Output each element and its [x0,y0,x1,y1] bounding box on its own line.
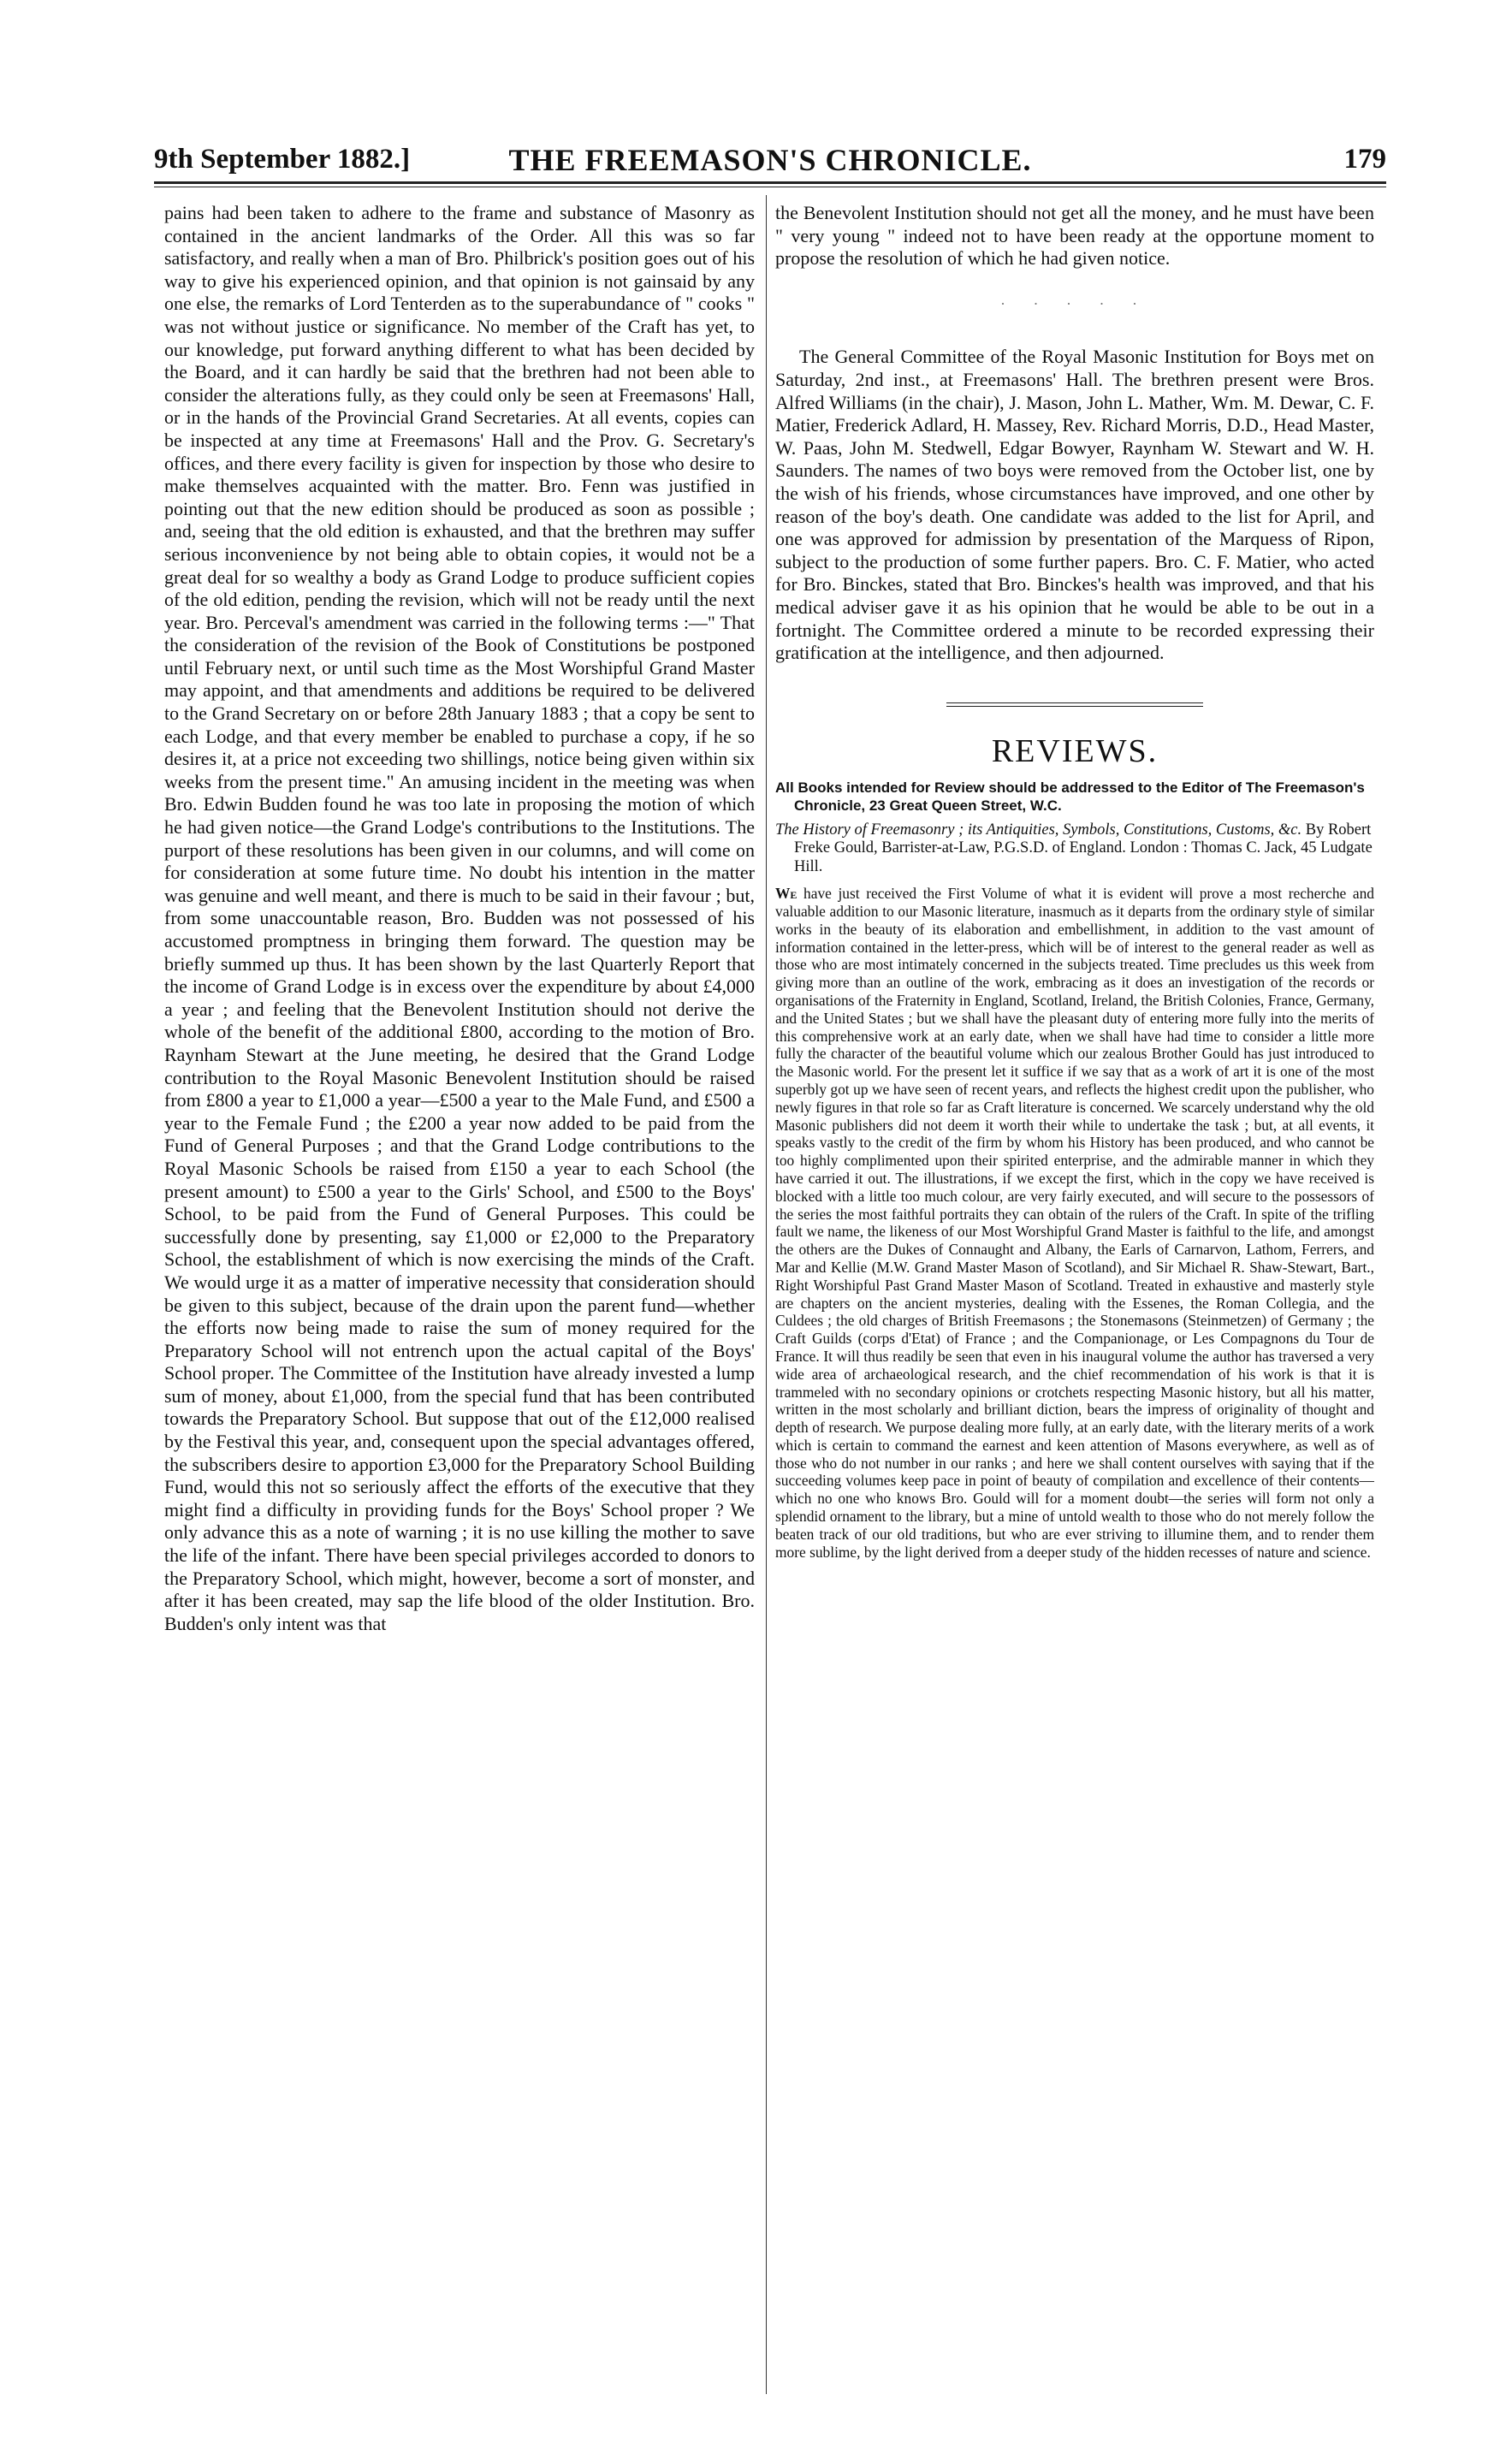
review-body [775,885,1374,1561]
committee-paragraph: The General Committee of the Royal Masonic Institution for Boys met on Saturday, 2nd inst., at Freemasons' Hall. The brethren present were Bros. Alfred Williams (in the chair), J. Mason, John L. Mather, Wm. M. Dewar, C. F. Matier, Frederick Adlard, H. Massey, Rev. Richard Morris, D.D., Head Master, W. Paas, John M. Stedwell, Edgar Bowyer, Raynham W. Stewart and W. H. Saunders. The names of two boys were removed from the October list, one by the wish of his friends, whose circumstances have improved, and one other by reason of the boy's death. One candidate was added to the list for April, and one was approved for admission by presentation of the Marquess of Ripon, subject to the production of some further papers. Bro. C. F. Matier, who acted for Bro. Binckes, stated that Bro. Binckes's health was improved, and that his medical adviser gave it as his opinion that he would be able to be out in a fortnight. The Committee ordered a minute to be recorded expressing their gratification at the intelligence, and then adjourned. [775,346,1374,664]
page-number: 179 [1343,144,1386,175]
review-text: have just received the First Volume of what it is evident will prove a most recherche and valuable addition to our Masonic literature, inasmuch as it departs from the ordinary style of similar works in the beauty of its elaboration and embellishment, in addition to the vast amount of information contained in the letter-press, which will be of interest to the general reader as well as those who are most intimately concerned in the subjects treated. Time precludes us this week from giving more than an outline of the work, embracing as it does an investigation of the records or organisations of the Fraternity in England, Scotland, Ireland, the British Colonies, France, Germany, and the United States ; but we shall have the pleasant duty of entering more fully into the merits of this comprehensive work at an early date, when we shall have had time to consider a little more fully the character of the beautiful volume which our zealous Brother Gould has just introduced to the Masonic world. For the present let it suffice if we say that as a work of art it is one of the most superbly got up we have seen of recent years, and reflects the highest credit upon the publisher, who newly figures in that role so far as Craft literature is concerned. We scarcely understand why the old Masonic publishers did not deem it worth their while to undertake the task ; but, at all events, it speaks vastly to the credit of the firm by whom his History has been produced, and who cannot be too highly complimented upon their spirited enterprise, and the admirable manner in which they have carried it out. The illustrations, if we except the first, which in the copy we have received is blocked with a little too much colour, are very fairly executed, and will secure to the possessors of the series the most faithful portraits they can obtain of the rulers of the Craft. In spite of the trifling fault we name, the likeness of our Most Worshipful Grand Master is faithful to the life, and amongst the others are the Dukes of Connaught and Albany, the Earls of Carnarvon, Lathom, Ferrers, and Mar and Kellie (M.W. Grand Master Mason of Scotland), and Sir Michael R. Shaw-Stewart, Bart., Right Worshipful Past Grand Master Mason of Scotland. Treated in exhaustive and masterly style are chapters on the ancient mysteries, dealing with the Essenes, the Roman Collegia, and the Culdees ; the old charges of British Freemasons ; the Stonemasons (Steinmetzen) of Germany ; the Craft Guilds (corps d'Etat) of France ; and the Companionage, or Les Compagnons du Tour de France. It will thus readily be seen that even in his inaugural volume the author has traversed a very wide area of archaeological research, and the chief recommendation of his work is that it is trammeled with no secondary opinions or crotchets respecting Masonic history, but all his matter, written in the most scholarly and brilliant diction, bears the impress of originality of thought and depth of research. We purpose dealing more fully, at an early date, with the literary merits of a work which is certain to command the earnest and keen attention of Masons everywhere, as well as of those who do not number in our ranks ; and here we shall content ourselves with saying that if the succeeding volumes keep pace in point of beauty of compilation and excellence of their contents—which no one who knows Bro. Gould will for a moment doubt—the series will form not only a splendid ornament to the library, but a mine of untold wealth to those who do not merely follow the beaten track of our old traditions, but who are ever striving to illumine them, and to render them more sublime, by the light derived from a deeper study of the hidden recesses of nature and science. [775,885,1374,1561]
left-column-text: pains had been taken to adhere to the frame and substance of Masonry as contained in the ancient landmarks of the Order. All this was so far satisfactory, and really when a man of Bro. Philbrick's position goes out of his way to give his experienced opinion, and that opinion is not gainsaid by any one else, the remarks of Lord Tenterden as to the superabundance of " cooks " was not without justice or significance. No member of the Craft has yet, to our knowledge, put forward anything different to what has been decided by the Board, and it can hardly be said that the brethren had not been able to consider the alterations fully, as they could only be seen at Freemasons' Hall, or in the hands of the Provincial Grand Secretaries. At all events, copies can be inspected at any time at Freemasons' Hall and the Prov. G. Secretary's offices, and there every facility is given for inspection by those who desire to make themselves acquainted with the matter. Bro. Fenn was justified in pointing out that the new edition should be produced as soon as possible ; and, seeing that the old edition is exhausted, and that the brethren may suffer serious inconvenience by not being able to obtain copies, it would not be a great deal for so wealthy a body as Grand Lodge to produce sufficient copies of the old edition, pending the revision, which will not be ready until the next year. Bro. Perceval's amendment was carried in the following terms :—" That the consideration of the revision of the Book of Constitutions be postponed until February next, or until such time as the Most Worshipful Grand Master may appoint, and that amendments and additions be required to be delivered to the Grand Secretary on or before 28th January 1883 ; that a copy be sent to each Lodge, and that every member be enabled to purchase a copy, if he so desires it, at a price not exceeding two shillings, notice being given within six weeks from the present time." An amusing incident in the meeting was when Bro. Edwin Budden found he was too late in proposing the motion of which he had given notice—the Grand Lodge's contributions to the Institutions. The purport of these resolutions has been given in our columns, and will come on for consideration at some future time. No doubt his intention in the matter was genuine and well meant, and there is much to be said in their favour ; but, from some unaccountable reason, Bro. Budden was not possessed of his accustomed promptness in bringing them forward. The question may be briefly summed up thus. It has been shown by the last Quarterly Report that the income of Grand Lodge is in excess over the expenditure by about £4,000 a year ; and feeling that the Benevolent Institution should not derive the whole of the benefit of the additional £800, according to the motion of Bro. Raynham Stewart at the June meeting, he desired that the Grand Lodge contribution to the Royal Masonic Benevolent Institution should be raised from £800 a year to £1,000 a year—£500 a year to the Male Fund, and £500 a year to the Female Fund ; the £200 a year now added to be paid from the Fund of General Purposes ; and that the Grand Lodge contributions to the Royal Masonic Schools be raised from £150 a year to each School (the present amount) to £500 a year to the Girls' School, and £500 to the Boys' School, to be paid from the Fund of General Purposes. This could be successfully done by presenting, say £1,000 or £2,000 to the Preparatory School, the establishment of which is now exercising the minds of the Craft. We would urge it as a matter of imperative necessity that consideration should be given to this subject, because of the drain upon the parent fund—whether the efforts now being made to raise the sum of money required for the Preparatory School will not entrench upon the actual capital of the Boys' School proper. The Committee of the Institution have already invested a lump sum of money, about £1,000, from the special fund that has been contributed towards the Preparatory School. But suppose that out of the £12,000 realised by the Festival this year, and, consequent upon the special advantages offered, the subscribers desire to apportion £3,000 for the Preparatory School Building Fund, would this not so seriously affect the efforts of the executive that they might find a difficulty in providing funds for the Boys' School proper ? We only advance this as a note of warning ; it is no use killing the mother to save the life of the infant. There have been special privileges accorded to donors to the Preparatory School, which might, however, become a sort of monster, and after it has been created, may sap the life blood of the older Institution. Bro. Budden's only intent was that [164,202,755,1634]
book-citation [775,821,1374,877]
right-column-body [775,202,1374,665]
book-author: By Robert Freke Gould, Barrister-at-Law, P.G.S.D. of England. London : Thomas C. Jack, 45 Ludgate Hill. [794,821,1373,875]
publication-title: THE FREEMASON'S CHRONICLE. [508,143,1032,177]
review-lead-word: We [775,885,798,903]
book-title: The History of Freemasonry ; its Antiquities, Symbols, Constitutions, Customs, &c. [775,821,1302,839]
header-date: 9th September 1882.] [154,144,411,175]
continuation-paragraph: the Benevolent Institution should not get all the money, and he must have been " very young " indeed not to have been ready at the opportune moment to propose the resolution of which he had given notice. [775,202,1374,270]
header-rule [154,181,1386,184]
reviews-notice: All Books intended for Review should be addressed to the Editor of The Freemason's Chronicle, 23 Great Queen Street, W.C. [775,779,1365,814]
page-header [154,135,1386,183]
right-column [775,202,1374,2392]
reviews-heading: REVIEWS. [991,732,1159,769]
left-column [164,202,755,2392]
section-separator [946,702,1203,707]
ornament-separator: · · · · · [1000,294,1149,312]
column-divider [766,195,767,2394]
